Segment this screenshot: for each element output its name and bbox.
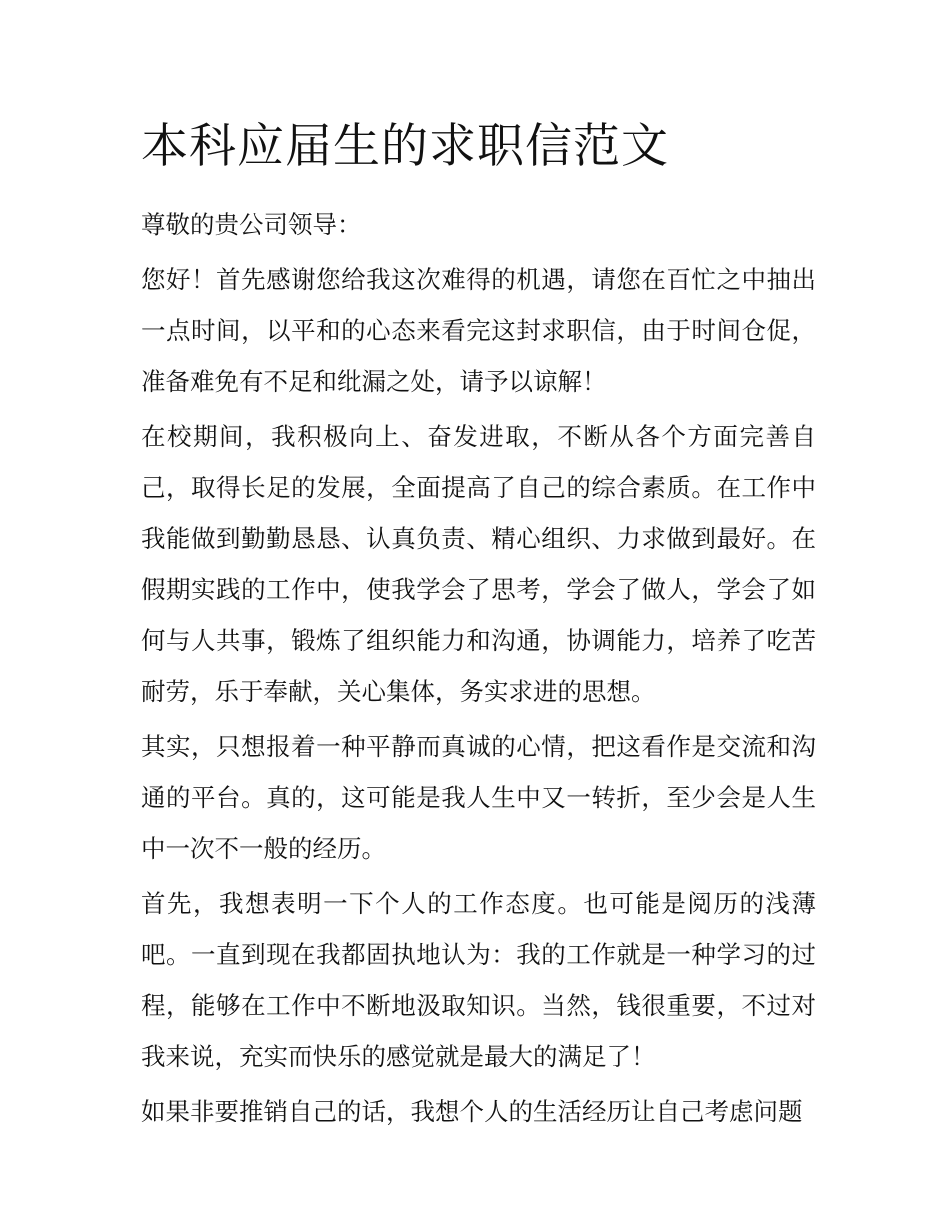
paragraph-line: 吧。一直到现在我都固执地认为：我的工作就是一种学习的过 <box>141 940 816 969</box>
paragraph-greeting <box>141 254 816 407</box>
paragraph-line: 何与人共事，锻炼了组织能力和沟通，协调能力，培养了吃苦 <box>141 626 816 655</box>
paragraph-school-experience <box>141 411 816 717</box>
paragraph-line: 耐劳，乐于奉献，关心集体，务实求进的思想。 <box>141 677 656 706</box>
paragraph-self-promotion <box>141 1086 816 1137</box>
paragraph-line: 通的平台。真的，这可能是我人生中又一转折，至少会是人生 <box>141 783 816 812</box>
paragraph-line: 准备难免有不足和纰漏之处，请予以谅解！ <box>141 367 607 396</box>
paragraph-work-attitude <box>141 878 816 1082</box>
paragraph-line: 中一次不一般的经历。 <box>141 834 386 863</box>
paragraph-line: 程，能够在工作中不断地汲取知识。当然，钱很重要，不过对 <box>141 991 816 1020</box>
paragraph-line: 首先，我想表明一下个人的工作态度。也可能是阅历的浅薄 <box>141 889 816 918</box>
paragraph-line: 一点时间，以平和的心态来看完这封求职信，由于时间仓促， <box>141 316 816 345</box>
paragraph-line: 如果非要推销自己的话，我想个人的生活经历让自己考虑问题 <box>141 1097 803 1126</box>
document-title: 本科应届生的求职信范文 <box>141 119 669 174</box>
paragraph-line: 您好！首先感谢您给我这次难得的机遇，请您在百忙之中抽出 <box>141 265 816 294</box>
document-body <box>141 112 816 1137</box>
paragraph-line: 在校期间，我积极向上、奋发进取，不断从各个方面完善自 <box>141 422 816 451</box>
salutation: 尊敬的贵公司领导： <box>141 210 362 239</box>
paragraph-line: 己，取得长足的发展，全面提高了自己的综合素质。在工作中 <box>141 473 816 502</box>
paragraph-line: 假期实践的工作中，使我学会了思考，学会了做人，学会了如 <box>141 575 816 604</box>
paragraph-line: 我来说，充实而快乐的感觉就是最大的满足了！ <box>141 1042 656 1071</box>
paragraph-sincerity <box>141 721 816 874</box>
paragraph-line: 我能做到勤勤恳恳、认真负责、精心组织、力求做到最好。在 <box>141 524 816 553</box>
paragraph-line: 其实，只想报着一种平静而真诚的心情，把这看作是交流和沟 <box>141 732 816 761</box>
